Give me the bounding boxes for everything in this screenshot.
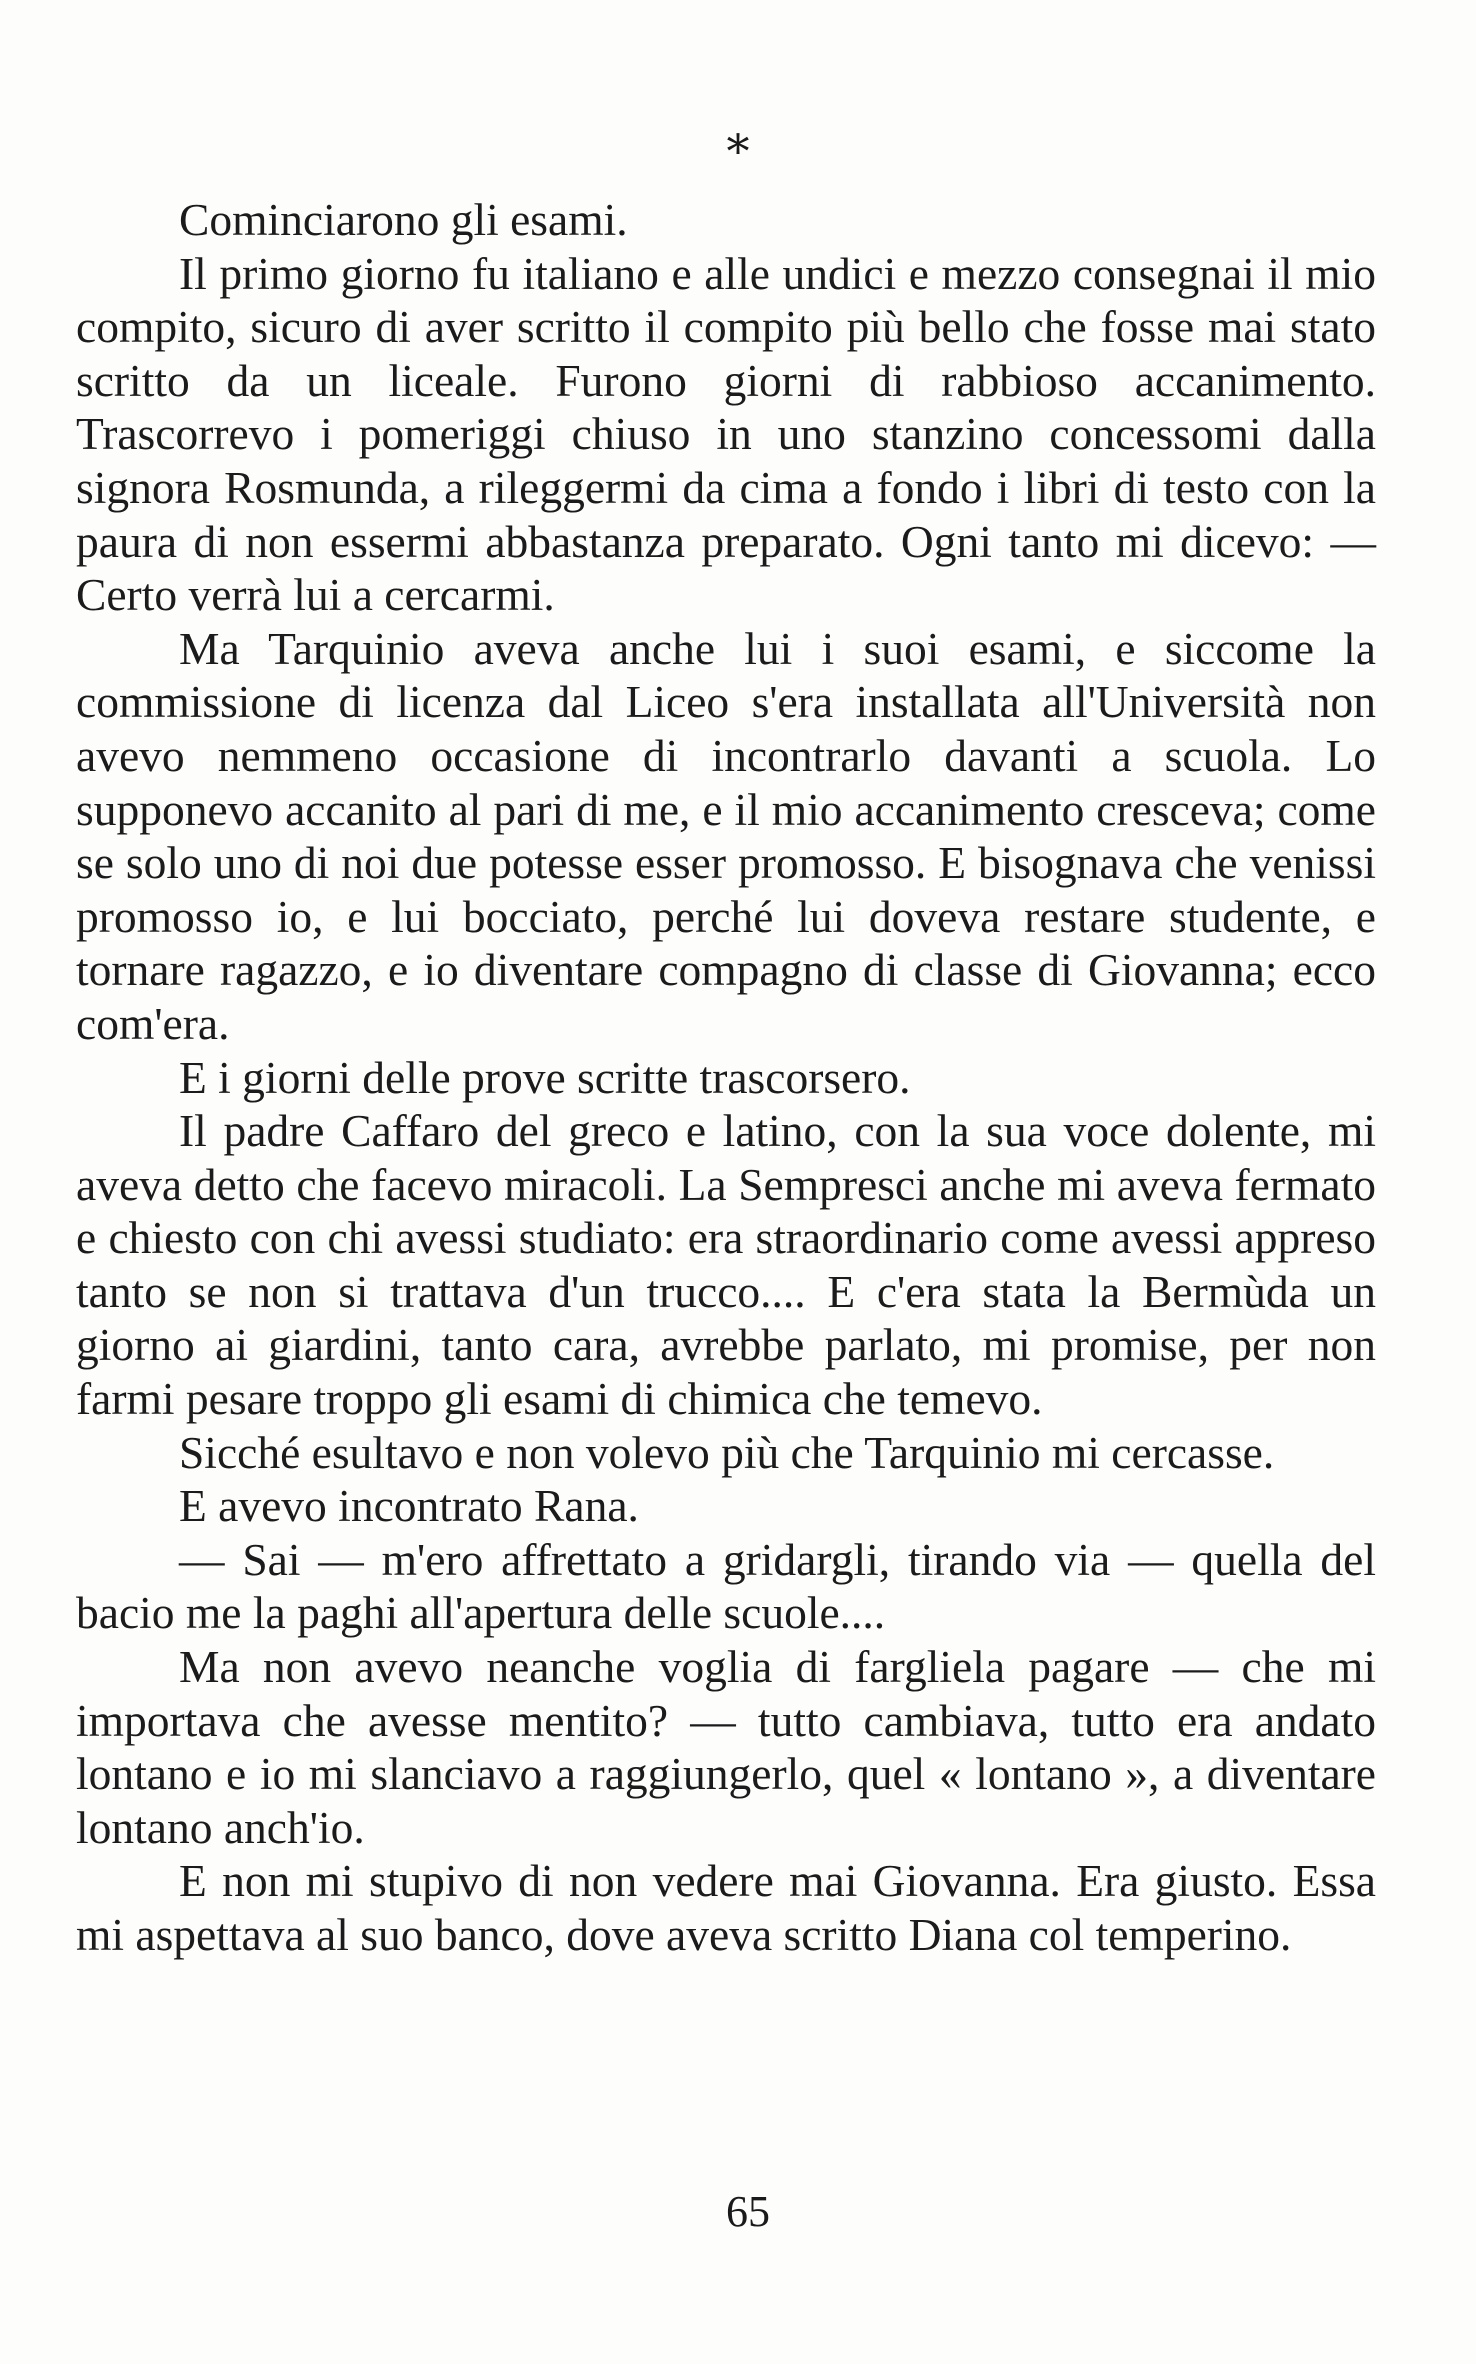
paragraph: E i giorni delle prove scritte trascorsero. bbox=[179, 1051, 911, 1103]
paragraph: E avevo incontrato Rana. bbox=[179, 1480, 639, 1532]
section-mark: * bbox=[726, 124, 750, 178]
paragraph: Ma Tarquinio aveva anche lui i suoi esami, e siccome la commissione di licenza dal Liceo s'era installata all'Università non avevo nemmeno occasione di incontrarlo davanti a scuola. Lo supponevo accanito al pari di me, e il mio accanimento cresceva; come se solo uno di noi due potesse esser promosso. E bisognava che venissi promosso io, e lui bocciato, perché lui doveva restare studente, e tornare ragazzo, e io diventare compagno di classe di Giovanna; ecco com'era. bbox=[76, 622, 1376, 1049]
paragraph: Cominciarono gli esami. bbox=[179, 194, 628, 245]
paragraph: — Sai — m'ero affrettato a gridargli, tirando via — quella del bacio me la paghi all'apertura delle scuole.... bbox=[76, 1533, 1376, 1639]
page-number: 65 bbox=[726, 2187, 770, 2236]
paragraph: Sicché esultavo e non volevo più che Tarquinio mi cercasse. bbox=[179, 1426, 1275, 1478]
section-break-asterisk bbox=[0, 124, 1476, 178]
paragraph: Il primo giorno fu italiano e alle undici e mezzo consegnai il mio compito, sicuro di aver scritto il compito più bello che fosse mai stato scritto da un liceale. Furono giorni di rabbioso accanimento. Trascorrevo i pomeriggi chiuso in uno stanzino concessomi dalla signora Rosmunda, a rileggermi da cima a fondo i libri di testo con la paura di non essermi abbastanza preparato. Ogni tanto mi dicevo: — Certo verrà lui a cercarmi. bbox=[76, 247, 1376, 621]
paragraph: E non mi stupivo di non vedere mai Giovanna. Era giusto. Essa mi aspettava al suo banco, dove aveva scritto Diana col temperino. bbox=[76, 1855, 1376, 1960]
paragraph: Il padre Caffaro del greco e latino, con la sua voce dolente, mi aveva detto che facevo miracoli. La Sempresci anche mi aveva fermato e chiesto con chi avessi studiato: era straordinario come avessi appreso tanto se non si trattava d'un trucco.... E c'era stata la Bermùda un giorno ai giardini, tanto cara, avrebbe parlato, mi promise, per non farmi pesare troppo gli esami di chimica che temevo. bbox=[76, 1105, 1376, 1425]
body-text bbox=[76, 193, 1376, 1962]
paragraph: Ma non avevo neanche voglia di fargliela pagare — che mi importava che avesse mentito? — tutto cambiava, tutto era andato lontano e io mi slanciavo a raggiungerlo, quel « lontano », a diventare lontano anch'io. bbox=[76, 1641, 1376, 1853]
